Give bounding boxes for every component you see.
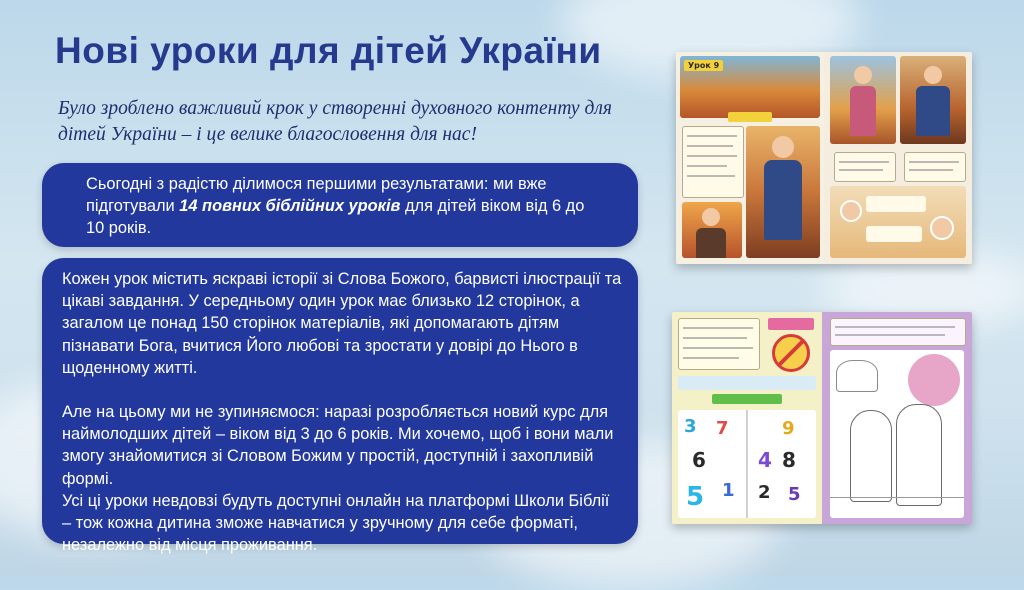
intro-text-start: Сьогодні з радістю ділимося першими результатами: ми вже підготували: [86, 175, 547, 216]
number-tile: 5: [788, 484, 801, 505]
page-title: Нові уроки для дітей України: [55, 30, 602, 71]
number-tile: 4: [758, 448, 772, 472]
number-tile: 3: [684, 416, 697, 437]
pink-label: [768, 318, 814, 330]
grandfather-illustration: [746, 126, 820, 258]
number-tile: 6: [692, 448, 706, 472]
story-textbox: [682, 126, 744, 198]
prohibited-sign-icon: [772, 334, 810, 372]
green-banner: [712, 394, 782, 404]
book-spread-activities: [672, 312, 972, 524]
verse-box: [678, 318, 760, 370]
details-paragraph-2: Але на цьому ми не зупиняємося: наразі розробляється новий курс для наймолодших дітей – віком від 3 до 6 років. Ми хочемо, щоб і вони мали змогу знайомитися зі Словом Божим у простій, доступній і захопливій формі.: [62, 403, 614, 488]
number-tile: 2: [758, 482, 771, 503]
grandfather-raking-illustration: [900, 56, 966, 144]
number-tile: 5: [686, 482, 705, 512]
intro-highlight: 14 повних біблійних уроків: [179, 197, 401, 216]
page-subtitle: Було зроблено важливий крок у створенні духовного контенту для дітей України – і це велике благословення для нас!: [58, 98, 612, 145]
number-grid: [678, 410, 816, 518]
book-spread-autumn-lesson: [676, 52, 972, 264]
number-tile: 1: [722, 480, 735, 501]
intro-text: [86, 173, 606, 240]
instruction-box: [830, 318, 966, 346]
speech-bubble: [834, 152, 896, 182]
activity-left-page: [672, 312, 822, 524]
book-right-page: [824, 52, 972, 264]
dialogue-panel: [830, 186, 966, 258]
details-paragraph-3: Усі ці уроки невдовзі будуть доступні онлайн на платформі Школи Біблії – тож кожна дитина зможе навчатися у зручному для себе форматі, незалежно від місця проживання.: [62, 491, 610, 555]
speech-bubble: [904, 152, 966, 182]
question-strip: [678, 376, 816, 390]
activity-right-page: [822, 312, 972, 524]
intro-text-end: для дітей віком від 6 до 10 років.: [86, 197, 585, 238]
coloring-page-illustration: [830, 350, 964, 518]
details-paragraph-1: Кожен урок містить яскраві історії зі Слова Божого, барвисті ілюстрації та цікаві завдання. У середньому один урок має близько 12 сторінок, а загалом це понад 150 сторінок матеріалів, які допомагають дітям пізнавати Бога, вчитися Його любові та зростати у довірі до Нього в щоденному житті.: [62, 270, 622, 377]
details-card: [42, 258, 638, 555]
lesson-banner: [728, 112, 772, 122]
lesson-tag: Урок 9: [684, 60, 723, 71]
intro-card: [42, 163, 638, 247]
number-tile: 7: [716, 418, 729, 439]
girl-illustration: [830, 56, 896, 144]
number-tile: 9: [782, 418, 795, 439]
boy-illustration: [682, 202, 742, 258]
book-left-page: [676, 52, 824, 264]
number-tile: 8: [782, 448, 796, 472]
